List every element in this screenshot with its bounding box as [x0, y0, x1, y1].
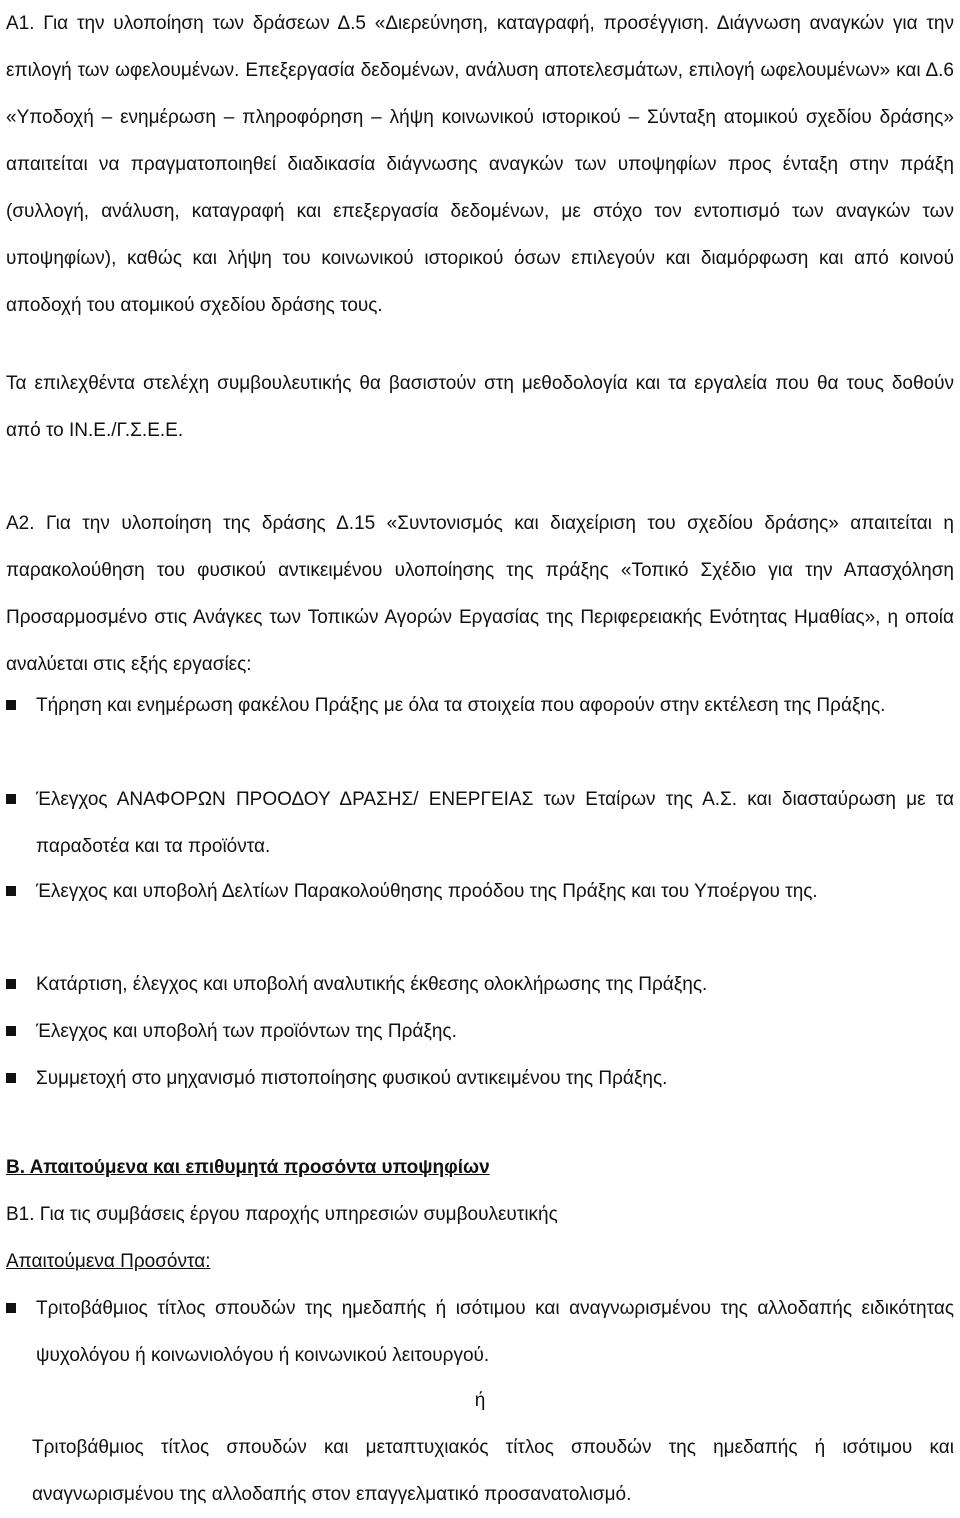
- list-item-text: Έλεγχος και υποβολή των προϊόντων της Πράξης.: [36, 1021, 457, 1042]
- list-item-text: Έλεγχος και υποβολή Δελτίων Παρακολούθησης προόδου της Πράξης και του Υποέργου της.: [36, 881, 818, 902]
- paragraph-methodology: Τα επιλεχθέντα στελέχη συμβουλευτικής θα βασιστούν στη μεθοδολογία και τα εργαλεία που θα τους δοθούν από το ΙΝ.Ε./Γ.Σ.Ε.Ε.: [6, 373, 954, 441]
- list-item: [6, 868, 954, 915]
- list-item: [6, 1055, 954, 1102]
- paragraph-a2: Α2. Για την υλοποίηση της δράσης Δ.15 «Συντονισμός και διαχείριση του σχεδίου δράσης» απαιτείται η παρακολούθηση του φυσικού αντικειμένου υλοποίησης της πράξης «Τοπικό Σχέδιο για την Απασχόληση Προσαρμοσμένο στις Ανάγκες των Τοπικών Αγορών Εργασίας της Περιφερειακής Ενότητας Ημαθίας», η οποία αναλύεται στις εξής εργασίες:: [6, 513, 954, 675]
- square-bullet-icon: [6, 1303, 16, 1313]
- list-item-text: Τριτοβάθμιος τίτλος σπουδών της ημεδαπής ή ισότιμου και αναγνωρισμένου της αλλοδαπής ειδικότητας ψυχολόγου ή κοινωνιολόγου ή κοινωνικού λειτουργού.: [36, 1298, 954, 1366]
- paragraph-a1: Α1. Για την υλοποίηση των δράσεων Δ.5 «Διερεύνηση, καταγραφή, προσέγγιση. Διάγνωση αναγκών για την επιλογή των ωφελουμένων. Επεξεργασία δεδομένων, ανάλυση αποτελεσμάτων, επιλογή ωφελουμένων» και Δ.6 «Υποδοχή – ενημέρωση – πληροφόρηση – λήψη κοινωνικού ιστορικού – Σύνταξη ατομικού σχεδίου δράσης» απαιτείται να πραγματοποιηθεί διαδικασία διάγνωσης αναγκών των υποψηφίων προς ένταξη στην πράξη (συλλογή, ανάλυση, καταγραφή και επεξεργασία δεδομένων, με στόχο τον εντοπισμό των αναγκών των υποψηφίων), καθώς και λήψη του κοινωνικού ιστορικού όσων επιλεγούν και διαμόρφωση και από κοινού αποδοχή του ατομικού σχεδίου δράσης τους.: [6, 13, 954, 316]
- square-bullet-icon: [6, 700, 16, 710]
- square-bullet-icon: [6, 1026, 16, 1036]
- alternative-qualification: Τριτοβάθμιος τίτλος σπουδών και μεταπτυχιακός τίτλος σπουδών της ημεδαπής ή ισότιμου και αναγνωρισμένου της αλλοδαπής στον επαγγελματικό προσανατολισμό.: [32, 1437, 954, 1505]
- section-b1-title: Β1. Για τις συμβάσεις έργου παροχής υπηρεσιών συμβουλευτικής: [6, 1204, 558, 1225]
- list-item: [6, 1008, 954, 1055]
- square-bullet-icon: [6, 1073, 16, 1083]
- square-bullet-icon: [6, 979, 16, 989]
- list-item: [6, 776, 954, 870]
- list-item-text: Κατάρτιση, έλεγχος και υποβολή αναλυτικής έκθεσης ολοκλήρωσης της Πράξης.: [36, 974, 708, 995]
- list-item: [6, 1285, 954, 1379]
- list-item: [6, 961, 954, 1008]
- list-item-text: Έλεγχος ΑΝΑΦΟΡΩΝ ΠΡΟΟΔΟΥ ΔΡΑΣΗΣ/ ΕΝΕΡΓΕΙΑΣ των Εταίρων της Α.Σ. και διασταύρωση με τα παραδοτέα και τα προϊόντα.: [36, 789, 954, 857]
- square-bullet-icon: [6, 794, 16, 804]
- square-bullet-icon: [6, 886, 16, 896]
- or-separator: ή: [474, 1390, 486, 1411]
- list-item: [6, 682, 954, 729]
- section-b-heading: Β. Απαιτούμενα και επιθυμητά προσόντα υποψηφίων: [6, 1157, 490, 1178]
- list-item-text: Συμμετοχή στο μηχανισμό πιστοποίησης φυσικού αντικειμένου της Πράξης.: [36, 1068, 668, 1089]
- list-item-text: Τήρηση και ενημέρωση φακέλου Πράξης με όλα τα στοιχεία που αφορούν στην εκτέλεση της Πράξης.: [36, 695, 886, 716]
- required-qualifications-heading: Απαιτούμενα Προσόντα:: [6, 1251, 211, 1272]
